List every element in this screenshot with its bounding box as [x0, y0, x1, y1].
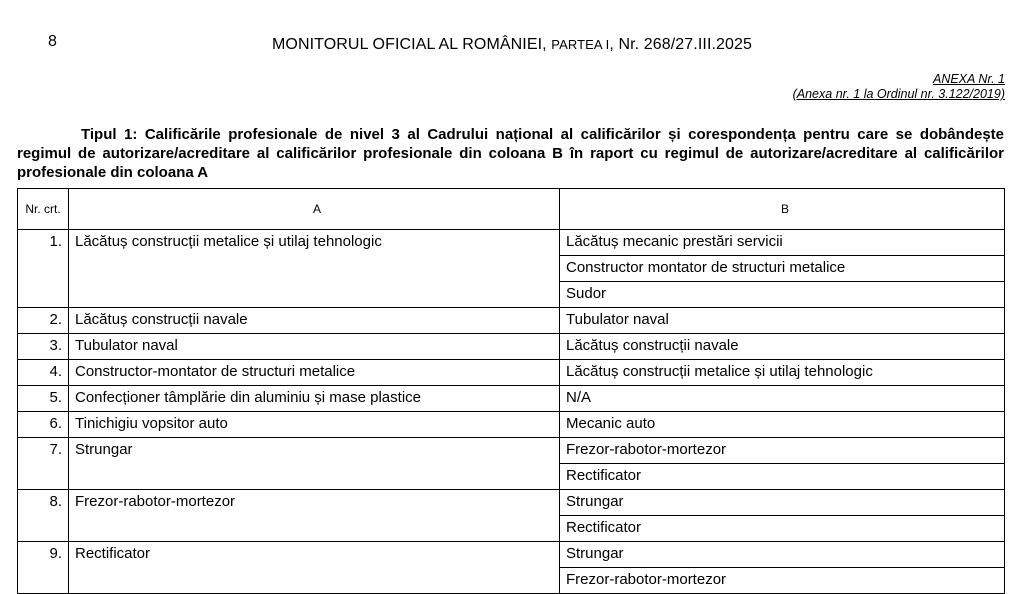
- column-b-cell: Lăcătuș construcții metalice și utilaj tehnologic: [560, 360, 1005, 386]
- row-number: 4.: [18, 360, 69, 386]
- page-number: 8: [48, 33, 57, 50]
- column-b-cell: Frezor-rabotor-mortezor: [560, 568, 1005, 594]
- table-body: [18, 230, 1005, 594]
- header-title-part1: MONITORUL OFICIAL AL ROMÂNIEI,: [271, 36, 552, 53]
- column-a-cell: Confecționer tâmplărie din aluminiu și mase plastice: [69, 386, 560, 412]
- table-row: [18, 360, 1005, 386]
- header-b: B: [560, 189, 1005, 230]
- table-row: [18, 230, 1005, 256]
- table-row: [18, 490, 1005, 516]
- row-number: 7.: [18, 438, 69, 490]
- column-a-cell: Strungar: [69, 438, 560, 490]
- column-b-cell: Lăcătuș construcții navale: [560, 334, 1005, 360]
- column-a-cell: Lăcătuș construcții navale: [69, 308, 560, 334]
- column-b-cell: Strungar: [560, 490, 1005, 516]
- column-a-cell: Tinichigiu vopsitor auto: [69, 412, 560, 438]
- table-row: [18, 386, 1005, 412]
- annex-line1: ANEXA Nr. 1: [932, 72, 1005, 86]
- annex-line2: (Anexa nr. 1 la Ordinul nr. 3.122/2019): [792, 87, 1005, 101]
- column-b-cell: Strungar: [560, 542, 1005, 568]
- annex-reference: [793, 72, 1005, 102]
- table-row: [18, 334, 1005, 360]
- column-b-cell: Tubulator naval: [560, 308, 1005, 334]
- row-number: 6.: [18, 412, 69, 438]
- row-number: 5.: [18, 386, 69, 412]
- column-a-cell: Rectificator: [69, 542, 560, 594]
- header-a: A: [69, 189, 560, 230]
- column-b-cell: Rectificator: [560, 464, 1005, 490]
- table-header-row: [18, 189, 1005, 230]
- column-a-cell: Frezor-rabotor-mortezor: [69, 490, 560, 542]
- qualifications-table: [17, 188, 1005, 594]
- column-b-cell: Mecanic auto: [560, 412, 1005, 438]
- column-b-cell: Sudor: [560, 282, 1005, 308]
- row-number: 2.: [18, 308, 69, 334]
- table-row: [18, 412, 1005, 438]
- column-a-cell: Lăcătuș construcții metalice și utilaj tehnologic: [69, 230, 560, 308]
- table-row: [18, 438, 1005, 464]
- section-heading: Tipul 1: Calificările profesionale de nivel 3 al Cadrului național al calificărilor și corespondența pentru care se dobândește regimul de autorizare/acreditare al calificărilor profesionale din coloana B în raport cu regimul de autorizare/acreditare al calificărilor profesionale din coloana A: [17, 126, 1004, 181]
- column-b-cell: Lăcătuș mecanic prestări servicii: [560, 230, 1005, 256]
- header-title-part2: PARTEA I: [551, 37, 610, 52]
- column-b-cell: Rectificator: [560, 516, 1005, 542]
- publication-header: [0, 36, 1024, 54]
- column-a-cell: Constructor-montator de structuri metalice: [69, 360, 560, 386]
- row-number: 9.: [18, 542, 69, 594]
- row-number: 1.: [18, 230, 69, 308]
- header-nr: Nr. crt.: [18, 189, 69, 230]
- table-row: [18, 542, 1005, 568]
- column-a-cell: Tubulator naval: [69, 334, 560, 360]
- column-b-cell: Constructor montator de structuri metalice: [560, 256, 1005, 282]
- table-row: [18, 308, 1005, 334]
- row-number: 3.: [18, 334, 69, 360]
- column-b-cell: N/A: [560, 386, 1005, 412]
- column-b-cell: Frezor-rabotor-mortezor: [560, 438, 1005, 464]
- row-number: 8.: [18, 490, 69, 542]
- header-title-part3: , Nr. 268/27.III.2025: [609, 36, 753, 53]
